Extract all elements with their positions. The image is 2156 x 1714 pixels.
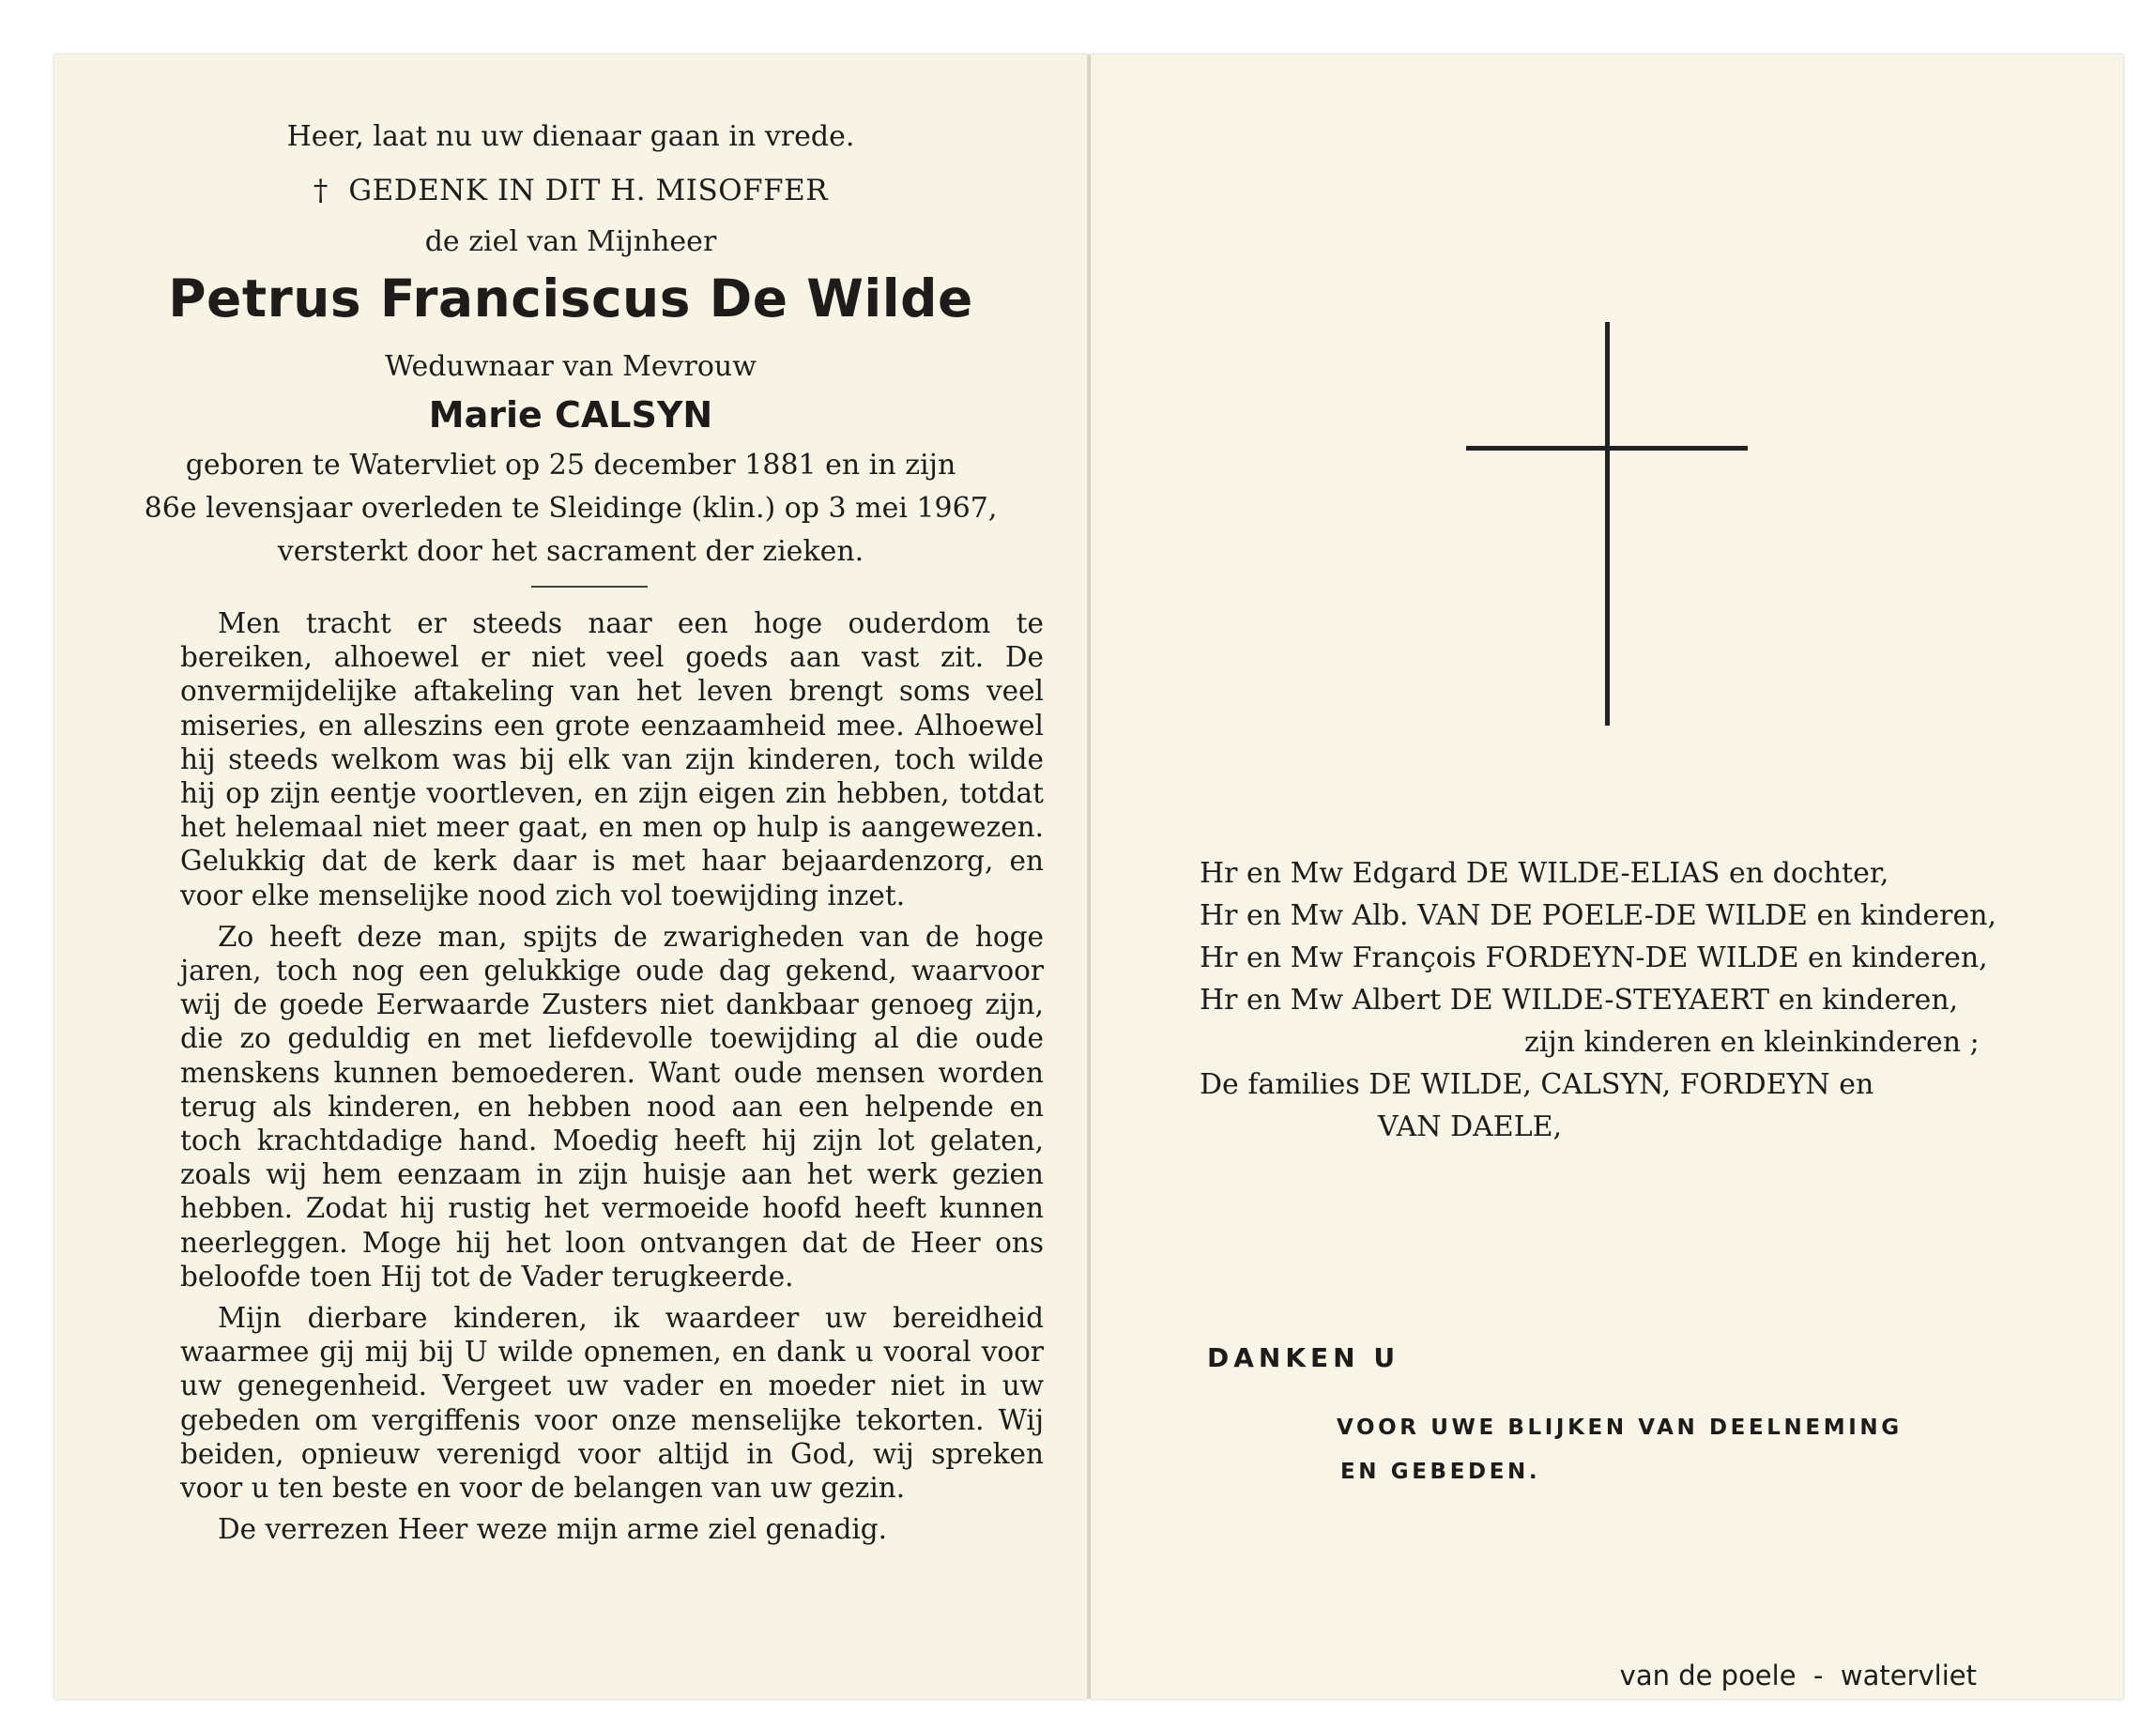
separator-line <box>531 586 648 588</box>
families-line: De families DE WILDE, CALSYN, FORDEYN en <box>1200 1068 1874 1101</box>
birth-line: geboren te Watervliet op 25 december 1881 en in zijn <box>185 449 956 482</box>
paragraph-4: De verrezen Heer weze mijn arme ziel genadig. <box>218 1513 888 1546</box>
soul-of-text: de ziel van Mijnheer <box>424 225 717 258</box>
left-page <box>54 54 1087 1699</box>
cross-horizontal-bar <box>1466 446 1748 451</box>
widower-of-text: Weduwnaar van Mevrouw <box>385 350 757 383</box>
death-line: 86e levensjaar overleden te Sleidinge (klin.) op 3 mei 1967, <box>144 492 998 525</box>
paragraph-2: Zo heeft deze man, spijts de zwarigheden van de hoge jaren, toch nog een gelukkige oude dag gekend, waarvoor wij de goede Eerwaarde Zusters niet dankbaar genoeg zijn, die zo geduldig en met liefdevolle toewijding al die oude menskens kunnen bemoederen. Want oude mensen worden terug als kinderen, en hebben nood aan een helpende en toch krachtdadige hand. Moedig heeft hij zijn lot gelaten, zoals wij hem eenzaam in zijn huisje aan het werk gezien hebben. Zodat hij rustig het vermoeide hoofd heeft kunnen neerleggen. Moge hij het loon ontvangen dat de Heer ons beloofde toen Hij tot de Vader terugkeerde. <box>180 920 1044 1293</box>
memorial-text <box>180 606 1044 1546</box>
remembrance-heading <box>54 174 1087 207</box>
thanks-heading: DANKEN U <box>1207 1342 1400 1373</box>
grandchildren-line: zijn kinderen en kleinkinderen ; <box>1524 1026 1980 1059</box>
sacrament-line: versterkt door het sacrament der zieken. <box>277 535 864 568</box>
cross-vertical-bar <box>1605 322 1610 726</box>
gedenk-text: GEDENK IN DIT H. MISOFFER <box>348 174 829 207</box>
cross-symbol: † <box>313 174 329 207</box>
family-line: Hr en Mw Albert DE WILDE-STEYAERT en kinderen, <box>1200 984 1959 1017</box>
family-line: Hr en Mw Edgard DE WILDE-ELIAS en dochter, <box>1200 857 1889 890</box>
thanks-line-1: VOOR UWE BLIJKEN VAN DEELNEMING <box>1337 1416 1903 1440</box>
right-page <box>1091 54 2123 1699</box>
bible-verse: Heer, laat nu uw dienaar gaan in vrede. <box>286 120 855 153</box>
spouse-name: Marie CALSYN <box>428 394 713 436</box>
thanks-line-2: EN GEBEDEN. <box>1340 1460 1541 1484</box>
family-list <box>1200 852 2044 1148</box>
families-line-2: VAN DAELE, <box>1378 1110 1563 1143</box>
paragraph-1: Men tracht er steeds naar een hoge ouderdom te bereiken, alhoewel er niet veel goeds aan vast zit. De onvermijdelijke aftakeling van het leven brengt soms veel miseries, en alleszins een grote eenzaamheid mee. Alhoewel hij steeds welkom was bij elk van zijn kinderen, toch wilde hij op zijn eentje voortleven, en zijn eigen zin hebben, totdat het helemaal niet meer gaat, en men op hulp is aangewezen. Gelukkig dat de kerk daar is met haar bejaardenzorg, en voor elke menselijke nood zich vol toewijding inzet. <box>180 607 1044 911</box>
family-line: Hr en Mw Alb. VAN DE POELE-DE WILDE en kinderen, <box>1200 899 1997 932</box>
paragraph-3: Mijn dierbare kinderen, ik waardeer uw bereidheid waarmee gij mij bij U wilde opnemen, en dank u vooral voor uw genegenheid. Vergeet uw vader en moeder niet in uw gebeden om vergiffenis voor onze menselijke tekorten. Wij beiden, opnieuw verenigd voor altijd in God, wij spreken voor u ten beste en voor de belangen van uw gezin. <box>180 1302 1044 1505</box>
deceased-name: Petrus Franciscus De Wilde <box>168 268 973 329</box>
family-line: Hr en Mw François FORDEYN-DE WILDE en kinderen, <box>1200 941 1988 974</box>
printer-credit: van de poele - watervliet <box>1619 1660 1977 1691</box>
